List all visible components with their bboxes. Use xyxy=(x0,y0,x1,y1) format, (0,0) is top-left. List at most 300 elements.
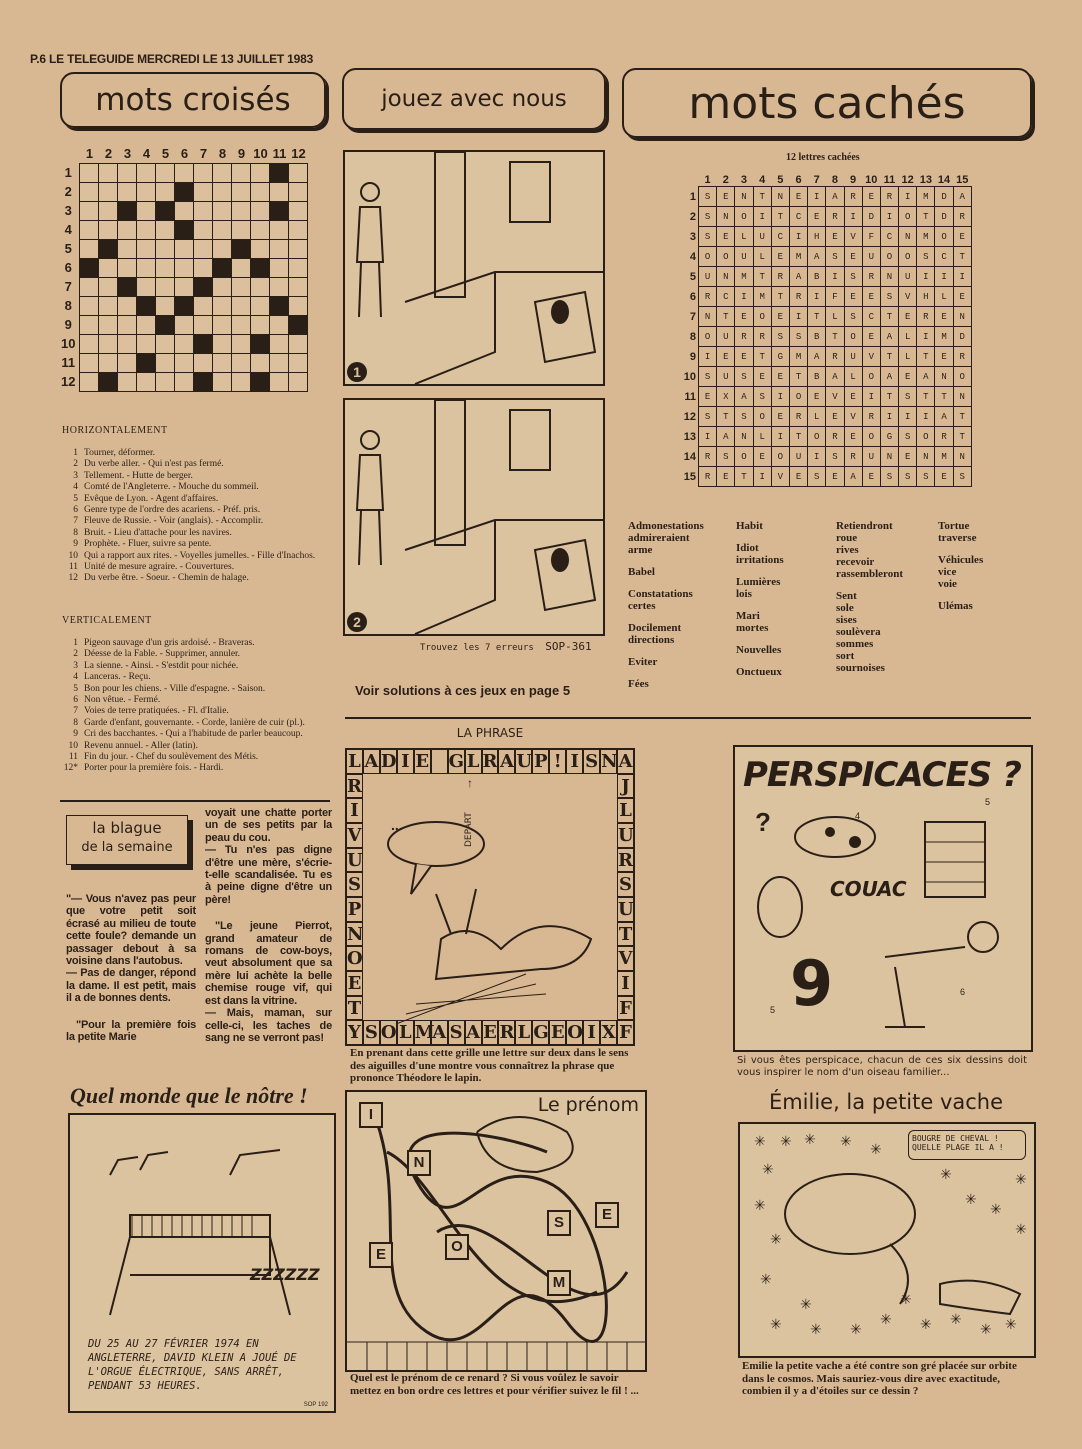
crossword-cell[interactable] xyxy=(270,182,289,201)
letter-cell[interactable]: C xyxy=(935,247,953,267)
letter-cell[interactable]: I xyxy=(753,467,771,487)
letter-cell[interactable]: M xyxy=(789,247,807,267)
crossword-cell[interactable] xyxy=(156,182,175,201)
letter-cell[interactable]: E xyxy=(771,367,789,387)
letter-cell[interactable]: T xyxy=(771,287,789,307)
crossword-cell[interactable] xyxy=(80,182,99,201)
letter-cell[interactable]: S xyxy=(699,207,717,227)
letter-cell[interactable]: S xyxy=(899,467,917,487)
crossword-cell[interactable] xyxy=(194,163,213,182)
letter-cell[interactable]: E xyxy=(826,227,844,247)
crossword-cell[interactable] xyxy=(213,372,232,391)
letter-cell[interactable]: U xyxy=(735,247,753,267)
letter-cell[interactable]: L xyxy=(753,247,771,267)
letter-cell[interactable]: A xyxy=(880,327,898,347)
letter-cell[interactable]: I xyxy=(899,187,917,207)
letter-cell[interactable]: R xyxy=(917,307,935,327)
letter-cell[interactable]: O xyxy=(789,387,807,407)
letter-cell[interactable]: U xyxy=(699,267,717,287)
letter-cell[interactable]: I xyxy=(826,267,844,287)
letter-cell[interactable]: E xyxy=(753,447,771,467)
crossword-cell[interactable] xyxy=(137,372,156,391)
letter-cell[interactable]: E xyxy=(771,307,789,327)
letter-cell[interactable]: C xyxy=(789,207,807,227)
letter-cell[interactable]: N xyxy=(717,207,735,227)
letter-cell[interactable]: S xyxy=(789,327,807,347)
crossword-cell[interactable] xyxy=(232,315,251,334)
letter-cell[interactable]: R xyxy=(789,407,807,427)
crossword-cell[interactable] xyxy=(270,258,289,277)
letter-cell[interactable]: A xyxy=(880,367,898,387)
crossword-cell[interactable] xyxy=(80,277,99,296)
letter-cell[interactable]: E xyxy=(935,347,953,367)
crossword-cell[interactable] xyxy=(289,163,308,182)
letter-cell[interactable]: S xyxy=(699,367,717,387)
crossword-cell[interactable] xyxy=(137,220,156,239)
letter-cell[interactable]: M xyxy=(917,187,935,207)
crossword-cell[interactable] xyxy=(289,201,308,220)
letter-cell[interactable]: T xyxy=(808,307,826,327)
crossword-cell[interactable] xyxy=(118,258,137,277)
crossword-cell[interactable] xyxy=(80,353,99,372)
crossword-cell[interactable] xyxy=(137,201,156,220)
crossword-cell[interactable] xyxy=(270,372,289,391)
letter-cell[interactable]: L xyxy=(899,347,917,367)
letter-cell[interactable]: V xyxy=(844,227,862,247)
letter-cell[interactable]: G xyxy=(771,347,789,367)
crossword-cell[interactable] xyxy=(232,201,251,220)
crossword-cell[interactable] xyxy=(99,182,118,201)
letter-cell[interactable]: O xyxy=(862,427,880,447)
crossword-cell[interactable] xyxy=(137,315,156,334)
letter-cell[interactable]: S xyxy=(808,467,826,487)
letter-cell[interactable]: I xyxy=(771,427,789,447)
letter-cell[interactable]: I xyxy=(753,207,771,227)
letter-cell[interactable]: C xyxy=(717,287,735,307)
letter-cell[interactable]: R xyxy=(862,267,880,287)
letter-cell[interactable]: T xyxy=(717,307,735,327)
letter-cell[interactable]: A xyxy=(735,387,753,407)
letter-cell[interactable]: M xyxy=(735,267,753,287)
crossword-cell[interactable] xyxy=(289,277,308,296)
letter-cell[interactable]: T xyxy=(771,207,789,227)
crossword-cell[interactable] xyxy=(213,220,232,239)
letter-cell[interactable]: I xyxy=(899,407,917,427)
crossword-cell[interactable] xyxy=(156,277,175,296)
letter-cell[interactable]: A xyxy=(826,367,844,387)
letter-cell[interactable]: E xyxy=(935,307,953,327)
letter-cell[interactable]: O xyxy=(935,227,953,247)
letter-cell[interactable]: R xyxy=(844,187,862,207)
crossword-cell[interactable] xyxy=(80,163,99,182)
crossword-cell[interactable] xyxy=(213,163,232,182)
letter-cell[interactable]: E xyxy=(844,387,862,407)
letter-cell[interactable]: I xyxy=(789,307,807,327)
letter-cell[interactable]: T xyxy=(753,187,771,207)
crossword-cell[interactable] xyxy=(80,296,99,315)
crossword-cell[interactable] xyxy=(118,372,137,391)
letter-cell[interactable]: L xyxy=(935,287,953,307)
letter-cell[interactable]: R xyxy=(699,467,717,487)
letter-cell[interactable]: O xyxy=(862,367,880,387)
letter-cell[interactable]: A xyxy=(826,187,844,207)
letter-cell[interactable]: I xyxy=(808,447,826,467)
letter-cell[interactable]: O xyxy=(880,247,898,267)
letter-cell[interactable]: S xyxy=(771,327,789,347)
letter-cell[interactable]: R xyxy=(826,207,844,227)
letter-cell[interactable]: I xyxy=(880,407,898,427)
letter-cell[interactable]: E xyxy=(826,407,844,427)
crossword-cell[interactable] xyxy=(251,315,270,334)
crossword-cell[interactable] xyxy=(232,220,251,239)
letter-cell[interactable]: O xyxy=(899,207,917,227)
letter-cell[interactable]: T xyxy=(917,387,935,407)
letter-cell[interactable]: S xyxy=(899,387,917,407)
letter-cell[interactable]: I xyxy=(789,227,807,247)
letter-cell[interactable]: S xyxy=(735,407,753,427)
letter-cell[interactable]: I xyxy=(699,427,717,447)
letter-cell[interactable]: U xyxy=(899,267,917,287)
letter-cell[interactable]: X xyxy=(717,387,735,407)
letter-cell[interactable]: E xyxy=(735,347,753,367)
crossword-cell[interactable] xyxy=(175,239,194,258)
crossword-cell[interactable] xyxy=(99,163,118,182)
letter-cell[interactable]: N xyxy=(699,307,717,327)
letter-cell[interactable]: S xyxy=(826,447,844,467)
letter-cell[interactable]: E xyxy=(953,287,971,307)
letter-cell[interactable]: O xyxy=(808,427,826,447)
letter-cell[interactable]: H xyxy=(808,227,826,247)
letter-cell[interactable]: R xyxy=(753,327,771,347)
crossword-cell[interactable] xyxy=(156,296,175,315)
crossword-cell[interactable] xyxy=(118,220,137,239)
letter-cell[interactable]: A xyxy=(789,267,807,287)
letter-cell[interactable]: S xyxy=(699,227,717,247)
crossword-cell[interactable] xyxy=(289,182,308,201)
letter-cell[interactable]: C xyxy=(862,307,880,327)
letter-cell[interactable]: T xyxy=(917,347,935,367)
letter-cell[interactable]: H xyxy=(917,287,935,307)
letter-cell[interactable]: B xyxy=(808,367,826,387)
crossword-cell[interactable] xyxy=(99,277,118,296)
letter-cell[interactable]: E xyxy=(844,287,862,307)
letter-cell[interactable]: T xyxy=(826,327,844,347)
letter-cell[interactable]: S xyxy=(699,407,717,427)
letter-cell[interactable]: R xyxy=(880,187,898,207)
letter-cell[interactable]: T xyxy=(953,427,971,447)
crossword-cell[interactable] xyxy=(118,163,137,182)
letter-cell[interactable]: O xyxy=(917,427,935,447)
crossword-cell[interactable] xyxy=(289,239,308,258)
crossword-cell[interactable] xyxy=(251,239,270,258)
crossword-cell[interactable] xyxy=(232,353,251,372)
crossword-cell[interactable] xyxy=(194,353,213,372)
letter-cell[interactable]: I xyxy=(771,387,789,407)
crossword-cell[interactable] xyxy=(232,334,251,353)
crossword-cell[interactable] xyxy=(137,258,156,277)
letter-cell[interactable]: N xyxy=(953,447,971,467)
letter-cell[interactable]: U xyxy=(717,367,735,387)
letter-cell[interactable]: E xyxy=(844,247,862,267)
letter-cell[interactable]: S xyxy=(917,247,935,267)
letter-cell[interactable]: N xyxy=(771,187,789,207)
crossword-cell[interactable] xyxy=(137,182,156,201)
letter-cell[interactable]: I xyxy=(699,347,717,367)
letter-cell[interactable]: E xyxy=(717,227,735,247)
crossword-cell[interactable] xyxy=(118,353,137,372)
crossword-cell[interactable] xyxy=(289,258,308,277)
crossword-cell[interactable] xyxy=(232,258,251,277)
crossword-cell[interactable] xyxy=(175,315,194,334)
crossword-cell[interactable] xyxy=(194,220,213,239)
letter-cell[interactable]: O xyxy=(717,247,735,267)
letter-cell[interactable]: A xyxy=(808,347,826,367)
crossword-cell[interactable] xyxy=(118,334,137,353)
crossword-cell[interactable] xyxy=(137,163,156,182)
letter-cell[interactable]: A xyxy=(917,367,935,387)
letter-cell[interactable]: M xyxy=(935,447,953,467)
letter-cell[interactable]: N xyxy=(880,447,898,467)
letter-cell[interactable]: T xyxy=(953,247,971,267)
letter-cell[interactable]: R xyxy=(844,447,862,467)
letter-cell[interactable]: I xyxy=(953,267,971,287)
crossword-cell[interactable] xyxy=(137,334,156,353)
letter-cell[interactable]: E xyxy=(789,187,807,207)
letter-cell[interactable]: T xyxy=(880,347,898,367)
crossword-cell[interactable] xyxy=(270,334,289,353)
letter-cell[interactable]: O xyxy=(771,447,789,467)
letter-cell[interactable]: R xyxy=(826,427,844,447)
letter-cell[interactable]: T xyxy=(789,367,807,387)
letter-cell[interactable]: L xyxy=(826,307,844,327)
letter-cell[interactable]: T xyxy=(917,207,935,227)
crossword-cell[interactable] xyxy=(175,277,194,296)
letter-cell[interactable]: U xyxy=(844,347,862,367)
letter-cell[interactable]: I xyxy=(844,207,862,227)
letter-cell[interactable]: R xyxy=(953,207,971,227)
letter-cell[interactable]: S xyxy=(753,387,771,407)
letter-cell[interactable]: T xyxy=(935,387,953,407)
crossword-cell[interactable] xyxy=(99,334,118,353)
letter-cell[interactable]: R xyxy=(862,407,880,427)
crossword-cell[interactable] xyxy=(213,334,232,353)
letter-cell[interactable]: F xyxy=(862,227,880,247)
crossword-cell[interactable] xyxy=(270,277,289,296)
letter-cell[interactable]: S xyxy=(880,467,898,487)
letter-cell[interactable]: U xyxy=(753,227,771,247)
letter-cell[interactable]: S xyxy=(717,447,735,467)
letter-cell[interactable]: A xyxy=(935,407,953,427)
crossword-cell[interactable] xyxy=(156,334,175,353)
crossword-cell[interactable] xyxy=(175,163,194,182)
letter-cell[interactable]: I xyxy=(735,287,753,307)
crossword-cell[interactable] xyxy=(99,220,118,239)
letter-cell[interactable]: M xyxy=(789,347,807,367)
letter-cell[interactable]: O xyxy=(735,447,753,467)
crossword-cell[interactable] xyxy=(99,315,118,334)
letter-cell[interactable]: A xyxy=(844,467,862,487)
letter-cell[interactable]: S xyxy=(699,187,717,207)
letter-cell[interactable]: R xyxy=(699,287,717,307)
letter-cell[interactable]: E xyxy=(844,427,862,447)
letter-cell[interactable]: L xyxy=(844,367,862,387)
letter-cell[interactable]: V xyxy=(899,287,917,307)
crossword-cell[interactable] xyxy=(289,334,308,353)
letter-cell[interactable]: I xyxy=(862,387,880,407)
letter-cell[interactable]: R xyxy=(735,327,753,347)
crossword-cell[interactable] xyxy=(175,353,194,372)
letter-cell[interactable]: A xyxy=(953,187,971,207)
crossword-cell[interactable] xyxy=(289,353,308,372)
letter-cell[interactable]: R xyxy=(699,447,717,467)
letter-cell[interactable]: N xyxy=(935,367,953,387)
letter-cell[interactable]: N xyxy=(917,447,935,467)
letter-cell[interactable]: U xyxy=(717,327,735,347)
letter-cell[interactable]: T xyxy=(753,347,771,367)
letter-cell[interactable]: I xyxy=(917,407,935,427)
letter-cell[interactable]: S xyxy=(880,287,898,307)
letter-cell[interactable]: E xyxy=(717,347,735,367)
letter-cell[interactable]: E xyxy=(826,467,844,487)
crossword-grid[interactable] xyxy=(60,145,308,392)
letter-cell[interactable]: R xyxy=(953,347,971,367)
letter-cell[interactable]: M xyxy=(917,227,935,247)
letter-cell[interactable]: I xyxy=(880,207,898,227)
letter-cell[interactable]: E xyxy=(862,327,880,347)
letter-cell[interactable]: A xyxy=(808,247,826,267)
crossword-cell[interactable] xyxy=(232,372,251,391)
crossword-cell[interactable] xyxy=(251,182,270,201)
letter-cell[interactable]: R xyxy=(771,267,789,287)
letter-cell[interactable]: T xyxy=(735,467,753,487)
letter-cell[interactable]: S xyxy=(844,267,862,287)
crossword-cell[interactable] xyxy=(251,296,270,315)
letter-cell[interactable]: N xyxy=(953,387,971,407)
crossword-cell[interactable] xyxy=(232,182,251,201)
letter-cell[interactable]: E xyxy=(771,407,789,427)
crossword-cell[interactable] xyxy=(99,201,118,220)
letter-cell[interactable]: N xyxy=(717,267,735,287)
letter-cell[interactable]: E xyxy=(771,247,789,267)
letter-cell[interactable]: G xyxy=(880,427,898,447)
crossword-cell[interactable] xyxy=(232,277,251,296)
crossword-cell[interactable] xyxy=(118,239,137,258)
letter-cell[interactable]: O xyxy=(844,327,862,347)
letter-cell[interactable]: S xyxy=(953,467,971,487)
crossword-cell[interactable] xyxy=(251,277,270,296)
letter-cell[interactable]: T xyxy=(789,427,807,447)
letter-cell[interactable]: S xyxy=(735,367,753,387)
crossword-cell[interactable] xyxy=(213,239,232,258)
crossword-cell[interactable] xyxy=(270,315,289,334)
crossword-cell[interactable] xyxy=(194,315,213,334)
crossword-cell[interactable] xyxy=(289,372,308,391)
crossword-cell[interactable] xyxy=(213,315,232,334)
crossword-cell[interactable] xyxy=(156,372,175,391)
letter-cell[interactable]: E xyxy=(899,307,917,327)
letter-cell[interactable]: S xyxy=(899,427,917,447)
letter-cell[interactable]: C xyxy=(771,227,789,247)
letter-cell[interactable]: F xyxy=(826,287,844,307)
letter-cell[interactable]: T xyxy=(717,407,735,427)
letter-cell[interactable]: O xyxy=(953,367,971,387)
crossword-cell[interactable] xyxy=(156,239,175,258)
letter-cell[interactable]: D xyxy=(953,327,971,347)
crossword-cell[interactable] xyxy=(232,163,251,182)
crossword-cell[interactable] xyxy=(213,201,232,220)
crossword-cell[interactable] xyxy=(251,163,270,182)
crossword-cell[interactable] xyxy=(194,296,213,315)
letter-cell[interactable]: A xyxy=(717,427,735,447)
letter-cell[interactable]: E xyxy=(717,187,735,207)
crossword-cell[interactable] xyxy=(156,353,175,372)
crossword-cell[interactable] xyxy=(156,220,175,239)
letter-cell[interactable]: O xyxy=(699,247,717,267)
letter-cell[interactable]: V xyxy=(771,467,789,487)
crossword-cell[interactable] xyxy=(194,258,213,277)
letter-cell[interactable]: L xyxy=(899,327,917,347)
crossword-cell[interactable] xyxy=(80,334,99,353)
letter-cell[interactable]: M xyxy=(935,327,953,347)
letter-cell[interactable]: D xyxy=(862,207,880,227)
letter-cell[interactable]: C xyxy=(880,227,898,247)
crossword-cell[interactable] xyxy=(156,258,175,277)
letter-cell[interactable]: E xyxy=(735,307,753,327)
letter-cell[interactable]: I xyxy=(917,327,935,347)
letter-cell[interactable]: V xyxy=(862,347,880,367)
crossword-cell[interactable] xyxy=(232,296,251,315)
crossword-cell[interactable] xyxy=(175,258,194,277)
crossword-cell[interactable] xyxy=(251,353,270,372)
letter-cell[interactable]: L xyxy=(735,227,753,247)
letter-cell[interactable]: I xyxy=(808,287,826,307)
letter-cell[interactable]: U xyxy=(789,447,807,467)
crossword-cell[interactable] xyxy=(118,296,137,315)
crossword-cell[interactable] xyxy=(175,334,194,353)
letter-cell[interactable]: M xyxy=(753,287,771,307)
crossword-cell[interactable] xyxy=(289,296,308,315)
letter-cell[interactable]: B xyxy=(808,327,826,347)
letter-cell[interactable]: E xyxy=(717,467,735,487)
letter-cell[interactable]: S xyxy=(826,247,844,267)
crossword-cell[interactable] xyxy=(99,296,118,315)
crossword-cell[interactable] xyxy=(118,182,137,201)
crossword-cell[interactable] xyxy=(175,372,194,391)
letter-cell[interactable]: U xyxy=(862,247,880,267)
crossword-cell[interactable] xyxy=(194,182,213,201)
crossword-cell[interactable] xyxy=(289,220,308,239)
letter-cell[interactable]: O xyxy=(753,307,771,327)
crossword-cell[interactable] xyxy=(99,258,118,277)
letter-cell[interactable]: E xyxy=(808,207,826,227)
letter-cell[interactable]: I xyxy=(808,187,826,207)
crossword-cell[interactable] xyxy=(137,239,156,258)
letter-cell[interactable]: N xyxy=(735,187,753,207)
letter-cell[interactable]: O xyxy=(899,247,917,267)
letter-cell[interactable]: E xyxy=(808,387,826,407)
letter-cell[interactable]: U xyxy=(862,447,880,467)
letter-cell[interactable]: D xyxy=(935,207,953,227)
letter-cell[interactable]: V xyxy=(844,407,862,427)
crossword-cell[interactable] xyxy=(156,163,175,182)
letter-cell[interactable]: I xyxy=(935,267,953,287)
crossword-cell[interactable] xyxy=(80,372,99,391)
letter-cell[interactable]: E xyxy=(862,187,880,207)
crossword-cell[interactable] xyxy=(251,220,270,239)
crossword-cell[interactable] xyxy=(99,353,118,372)
letter-cell[interactable]: S xyxy=(844,307,862,327)
crossword-cell[interactable] xyxy=(175,201,194,220)
